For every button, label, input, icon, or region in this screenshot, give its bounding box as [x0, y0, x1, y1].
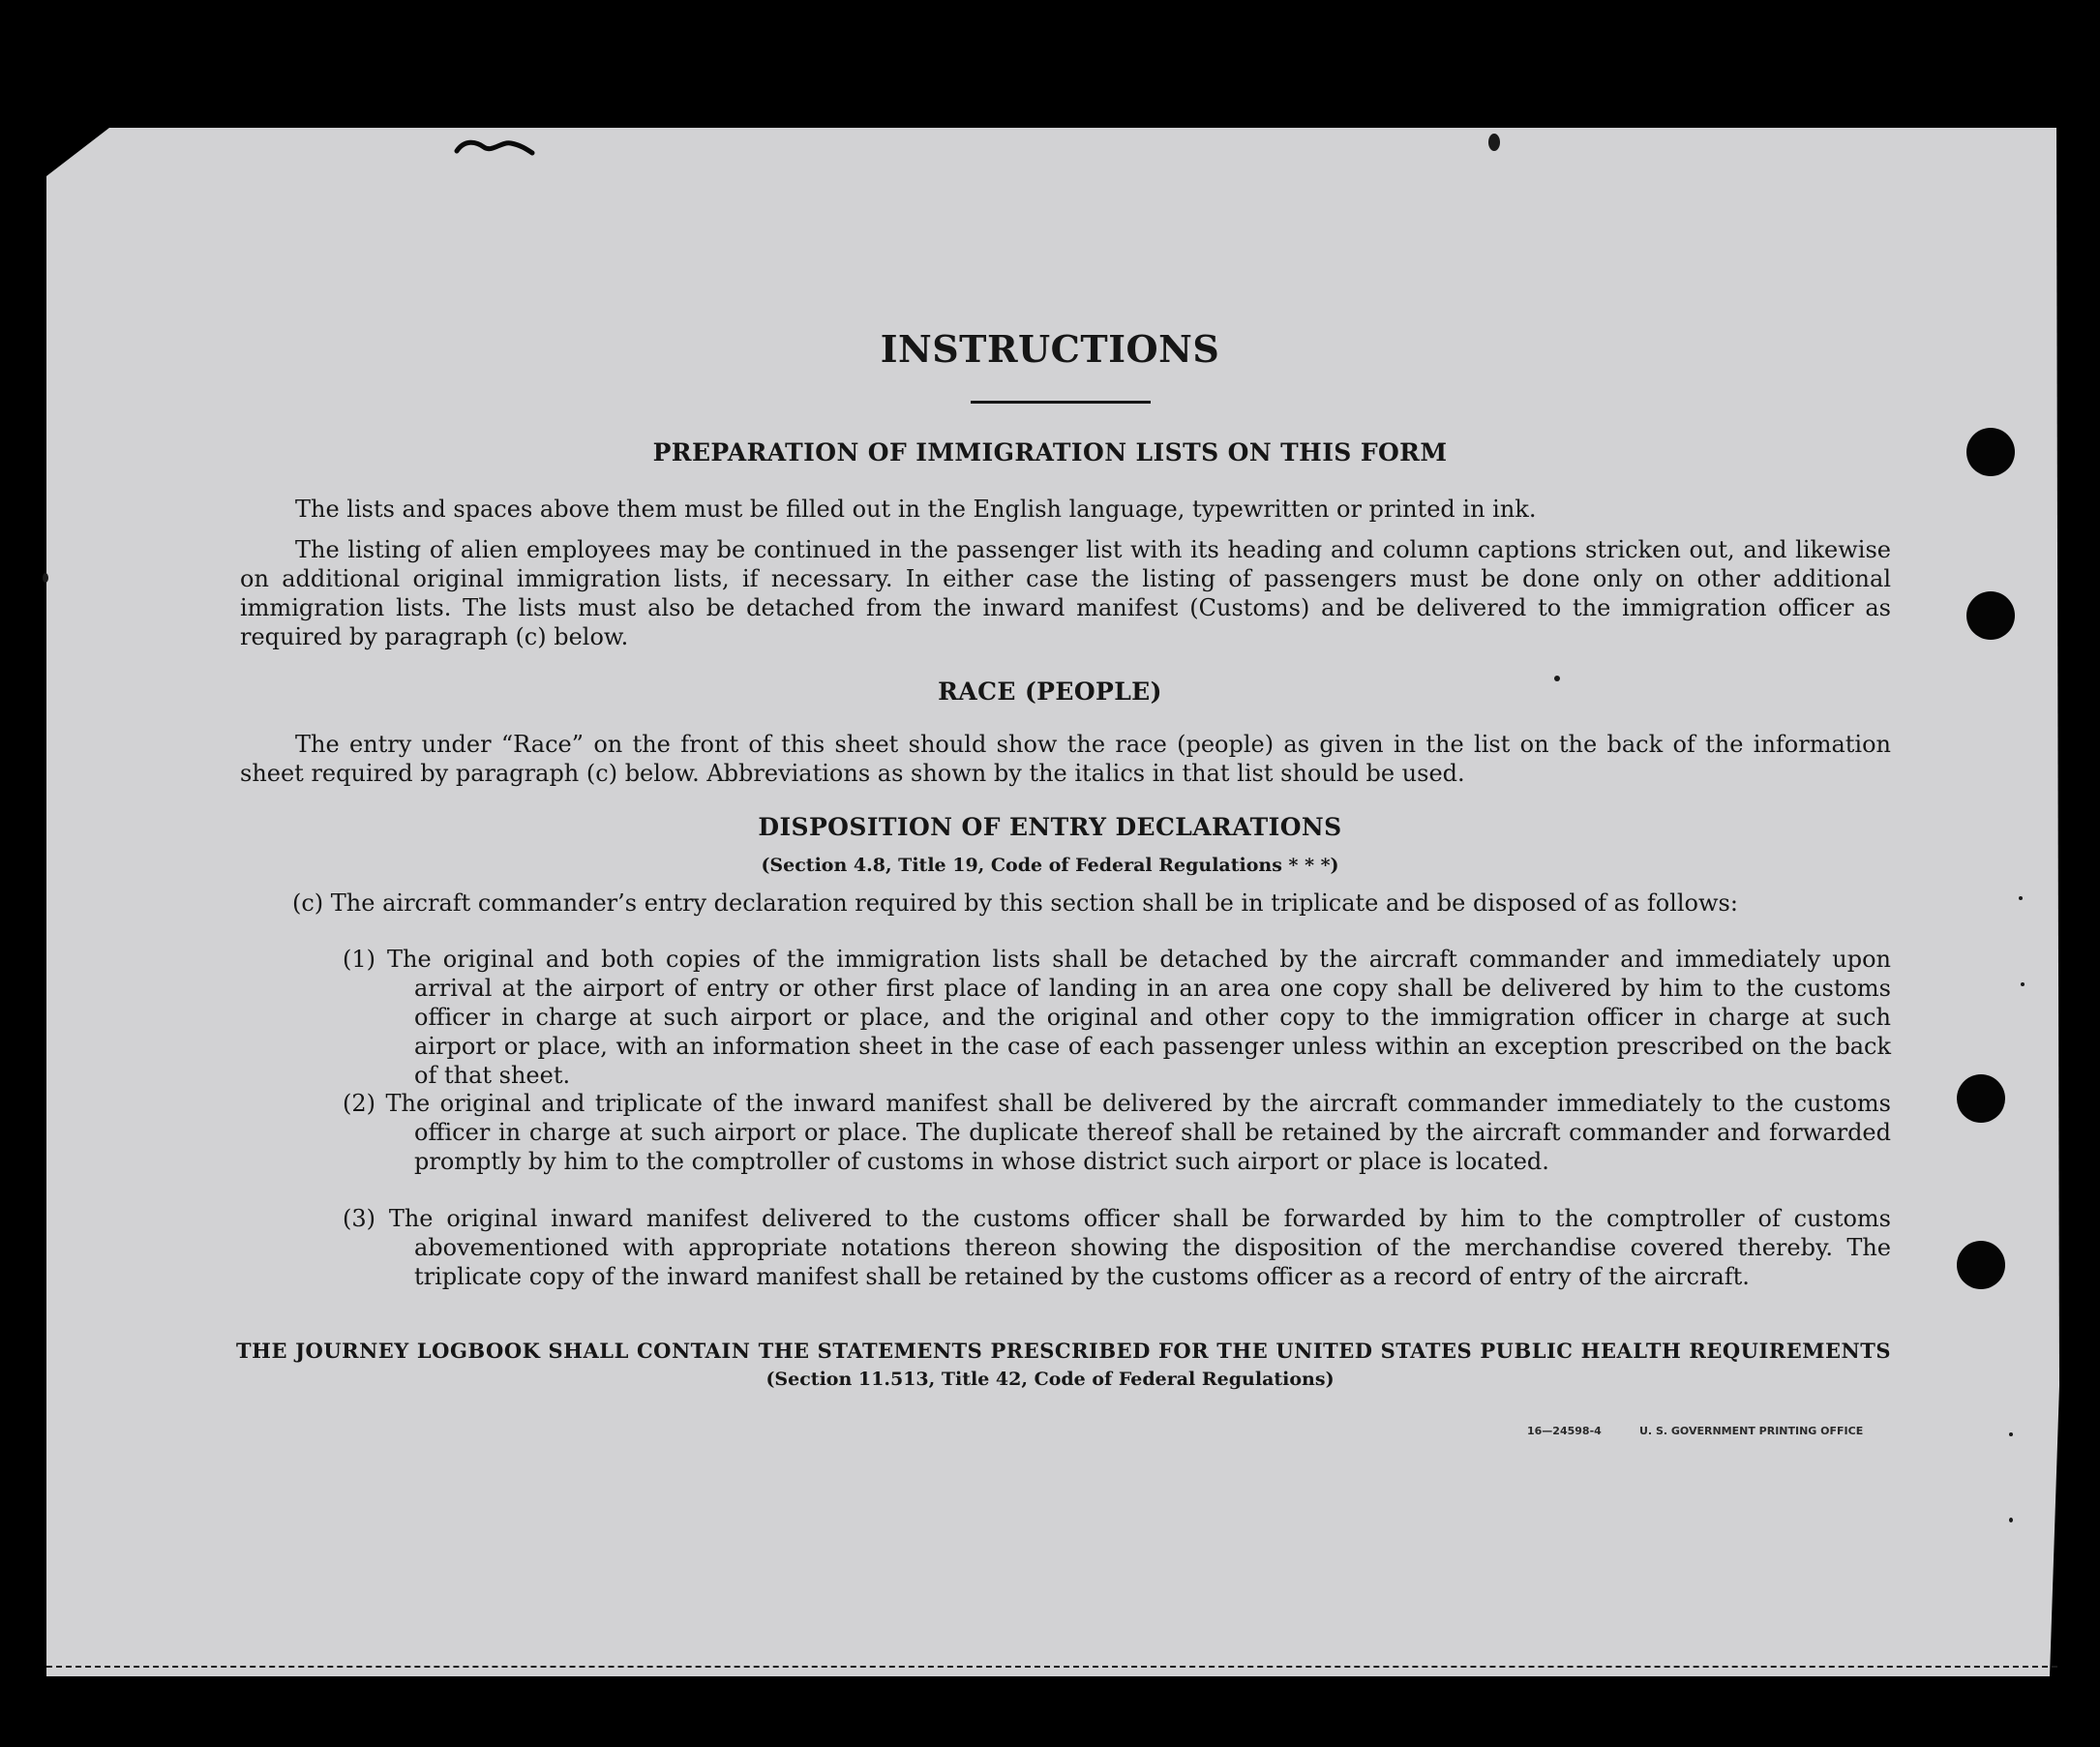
punch-hole: [1966, 591, 2015, 640]
disposition-regulation-reference: (Section 4.8, Title 19, Code of Federal Regulations * * *): [761, 855, 1339, 876]
paragraph-language: The lists and spaces above them must be filled out in the English language, typewritten or printed in ink.: [295, 496, 1537, 523]
ink-speck: [1488, 134, 1500, 151]
pen-mark: [451, 134, 538, 163]
section-heading-disposition: DISPOSITION OF ENTRY DECLARATIONS: [758, 813, 1342, 841]
printer-imprint: U. S. GOVERNMENT PRINTING OFFICE: [1639, 1425, 1864, 1437]
list-item-2: (2) The original and triplicate of the inward manifest shall be delivered by the aircraft commander immediately to the customs officer in charge at such airport or place. The duplicate thereof shall be retained by the aircraft commander and forwarded promptly by him to the comptroller of customs in whose district such airport or place is located.: [343, 1090, 1891, 1175]
punch-hole: [1966, 428, 2015, 476]
title-underline: [971, 401, 1151, 404]
section-heading-immigration-lists: PREPARATION OF IMMIGRATION LISTS ON THIS FORM: [652, 438, 1448, 467]
paragraph-alien-employees: The listing of alien employees may be continued in the passenger list with its heading and column captions stricken out, and likewise on additional original immigration lists, if necessary. In either case the listing of passengers must be done only on other additional immigration lists. The lists must also be detached from the inward manifest (Customs) and be delivered to the immigration officer as required by paragraph (c) below.: [240, 536, 1891, 650]
form-number: 16—24598-4: [1527, 1425, 1602, 1437]
journey-logbook-notice: THE JOURNEY LOGBOOK SHALL CONTAIN THE STATEMENTS PRESCRIBED FOR THE UNITED STATES PUBLIC HEALTH REQUIREMENTS: [236, 1339, 1891, 1363]
ink-speck: [2019, 896, 2023, 900]
page-title: INSTRUCTIONS: [880, 327, 1220, 371]
ink-speck: [43, 573, 48, 583]
list-item-3: (3) The original inward manifest delivered to the customs officer shall be forwarded by him to the comptroller of customs abovementioned with appropriate notations thereon showing the disposition of the merchandise covered thereby. The triplicate copy of the inward manifest shall be retained by the customs officer as a record of entry of the aircraft.: [343, 1205, 1891, 1290]
list-item-1: (1) The original and both copies of the immigration lists shall be detached by the aircraft commander and immediately upon arrival at the airport of entry or other first place of landing in an area one copy shall be delivered by him to the customs officer in charge at such airport or place, and the original and other copy to the immigration officer in charge at such airport or place, with an information sheet in the case of each passenger unless within an exception prescribed on the back of that sheet.: [343, 946, 1891, 1089]
paragraph-race: The entry under “Race” on the front of this sheet should show the race (people) as given in the list on the back of the information sheet required by paragraph (c) below. Abbreviations as shown by the italics in that list should be used.: [240, 731, 1891, 787]
perforation-edge: [46, 1666, 2057, 1668]
ink-speck: [2009, 1432, 2013, 1436]
punch-hole: [1957, 1241, 2005, 1289]
ink-speck: [1554, 676, 1560, 681]
ink-speck: [2009, 1518, 2013, 1522]
journey-regulation-reference: (Section 11.513, Title 42, Code of Federal Regulations): [765, 1369, 1335, 1390]
section-heading-race: RACE (PEOPLE): [938, 678, 1162, 706]
punch-hole: [1957, 1074, 2005, 1123]
ink-speck: [2021, 982, 2025, 986]
paragraph-c-intro: (c) The aircraft commander’s entry declaration required by this section shall be in triplicate and be disposed of as follows:: [292, 889, 1738, 917]
